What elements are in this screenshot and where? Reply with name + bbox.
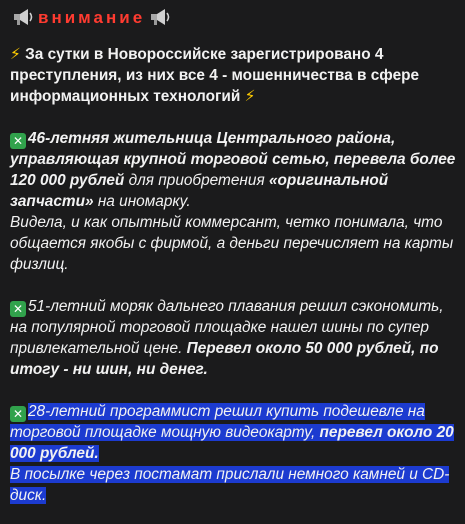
lightning-icon: ⚡ bbox=[244, 88, 256, 105]
cross-mark-icon: ✕ bbox=[10, 301, 26, 317]
case-1-part-2: для приобретения bbox=[124, 172, 269, 189]
case-3-part-2[interactable]: перевел около 20 000 рублей. bbox=[10, 424, 454, 462]
case-3-part-1[interactable]: 28-летний программист решил купить подешевле на торговой площадке мощную видеокарту, bbox=[10, 403, 425, 441]
case-1-note: Видела, и как опытный коммерсант, четко понимала, что общается якобы с фирмой, а деньги перечисляет на карты физлиц. bbox=[10, 214, 454, 273]
intro-text bbox=[10, 44, 457, 107]
case-1-part-3: «оригинальной запчасти» bbox=[10, 172, 389, 210]
case-1-part-1: 46-летняя жительница Центрального района, управляющая крупной торговой сетью, перевела более 120 000 рублей bbox=[10, 130, 456, 189]
case-2 bbox=[10, 296, 457, 380]
cross-mark-icon: ✕ bbox=[10, 406, 26, 422]
case-2-part-1: 51-летний моряк дальнего плавания решил сэкономить, на популярной торговой площадке нашел шины по супер привлекательной цене. bbox=[10, 298, 444, 357]
case-3-note-line[interactable] bbox=[10, 464, 457, 506]
case-2-part-2: Перевел около 50 000 рублей, по итогу - ни шин, ни денег. bbox=[10, 340, 439, 378]
intro-body: За сутки в Новороссийске зарегистрировано 4 преступления, из них все 4 - мошенничества в сфере информационных технологий bbox=[10, 46, 420, 105]
megaphone-icon bbox=[149, 8, 171, 26]
case-1 bbox=[10, 128, 457, 212]
case-3[interactable] bbox=[10, 401, 457, 464]
cross-mark-icon: ✕ bbox=[10, 133, 26, 149]
lightning-icon: ⚡ bbox=[10, 46, 21, 63]
header-banner bbox=[10, 2, 457, 32]
header-title: внимание bbox=[38, 7, 146, 27]
megaphone-icon bbox=[12, 8, 34, 26]
case-3-note[interactable]: В посылке через постамат прислали немного камней и CD-диск. bbox=[10, 466, 450, 504]
case-1-part-4: на иномарку. bbox=[93, 193, 191, 210]
